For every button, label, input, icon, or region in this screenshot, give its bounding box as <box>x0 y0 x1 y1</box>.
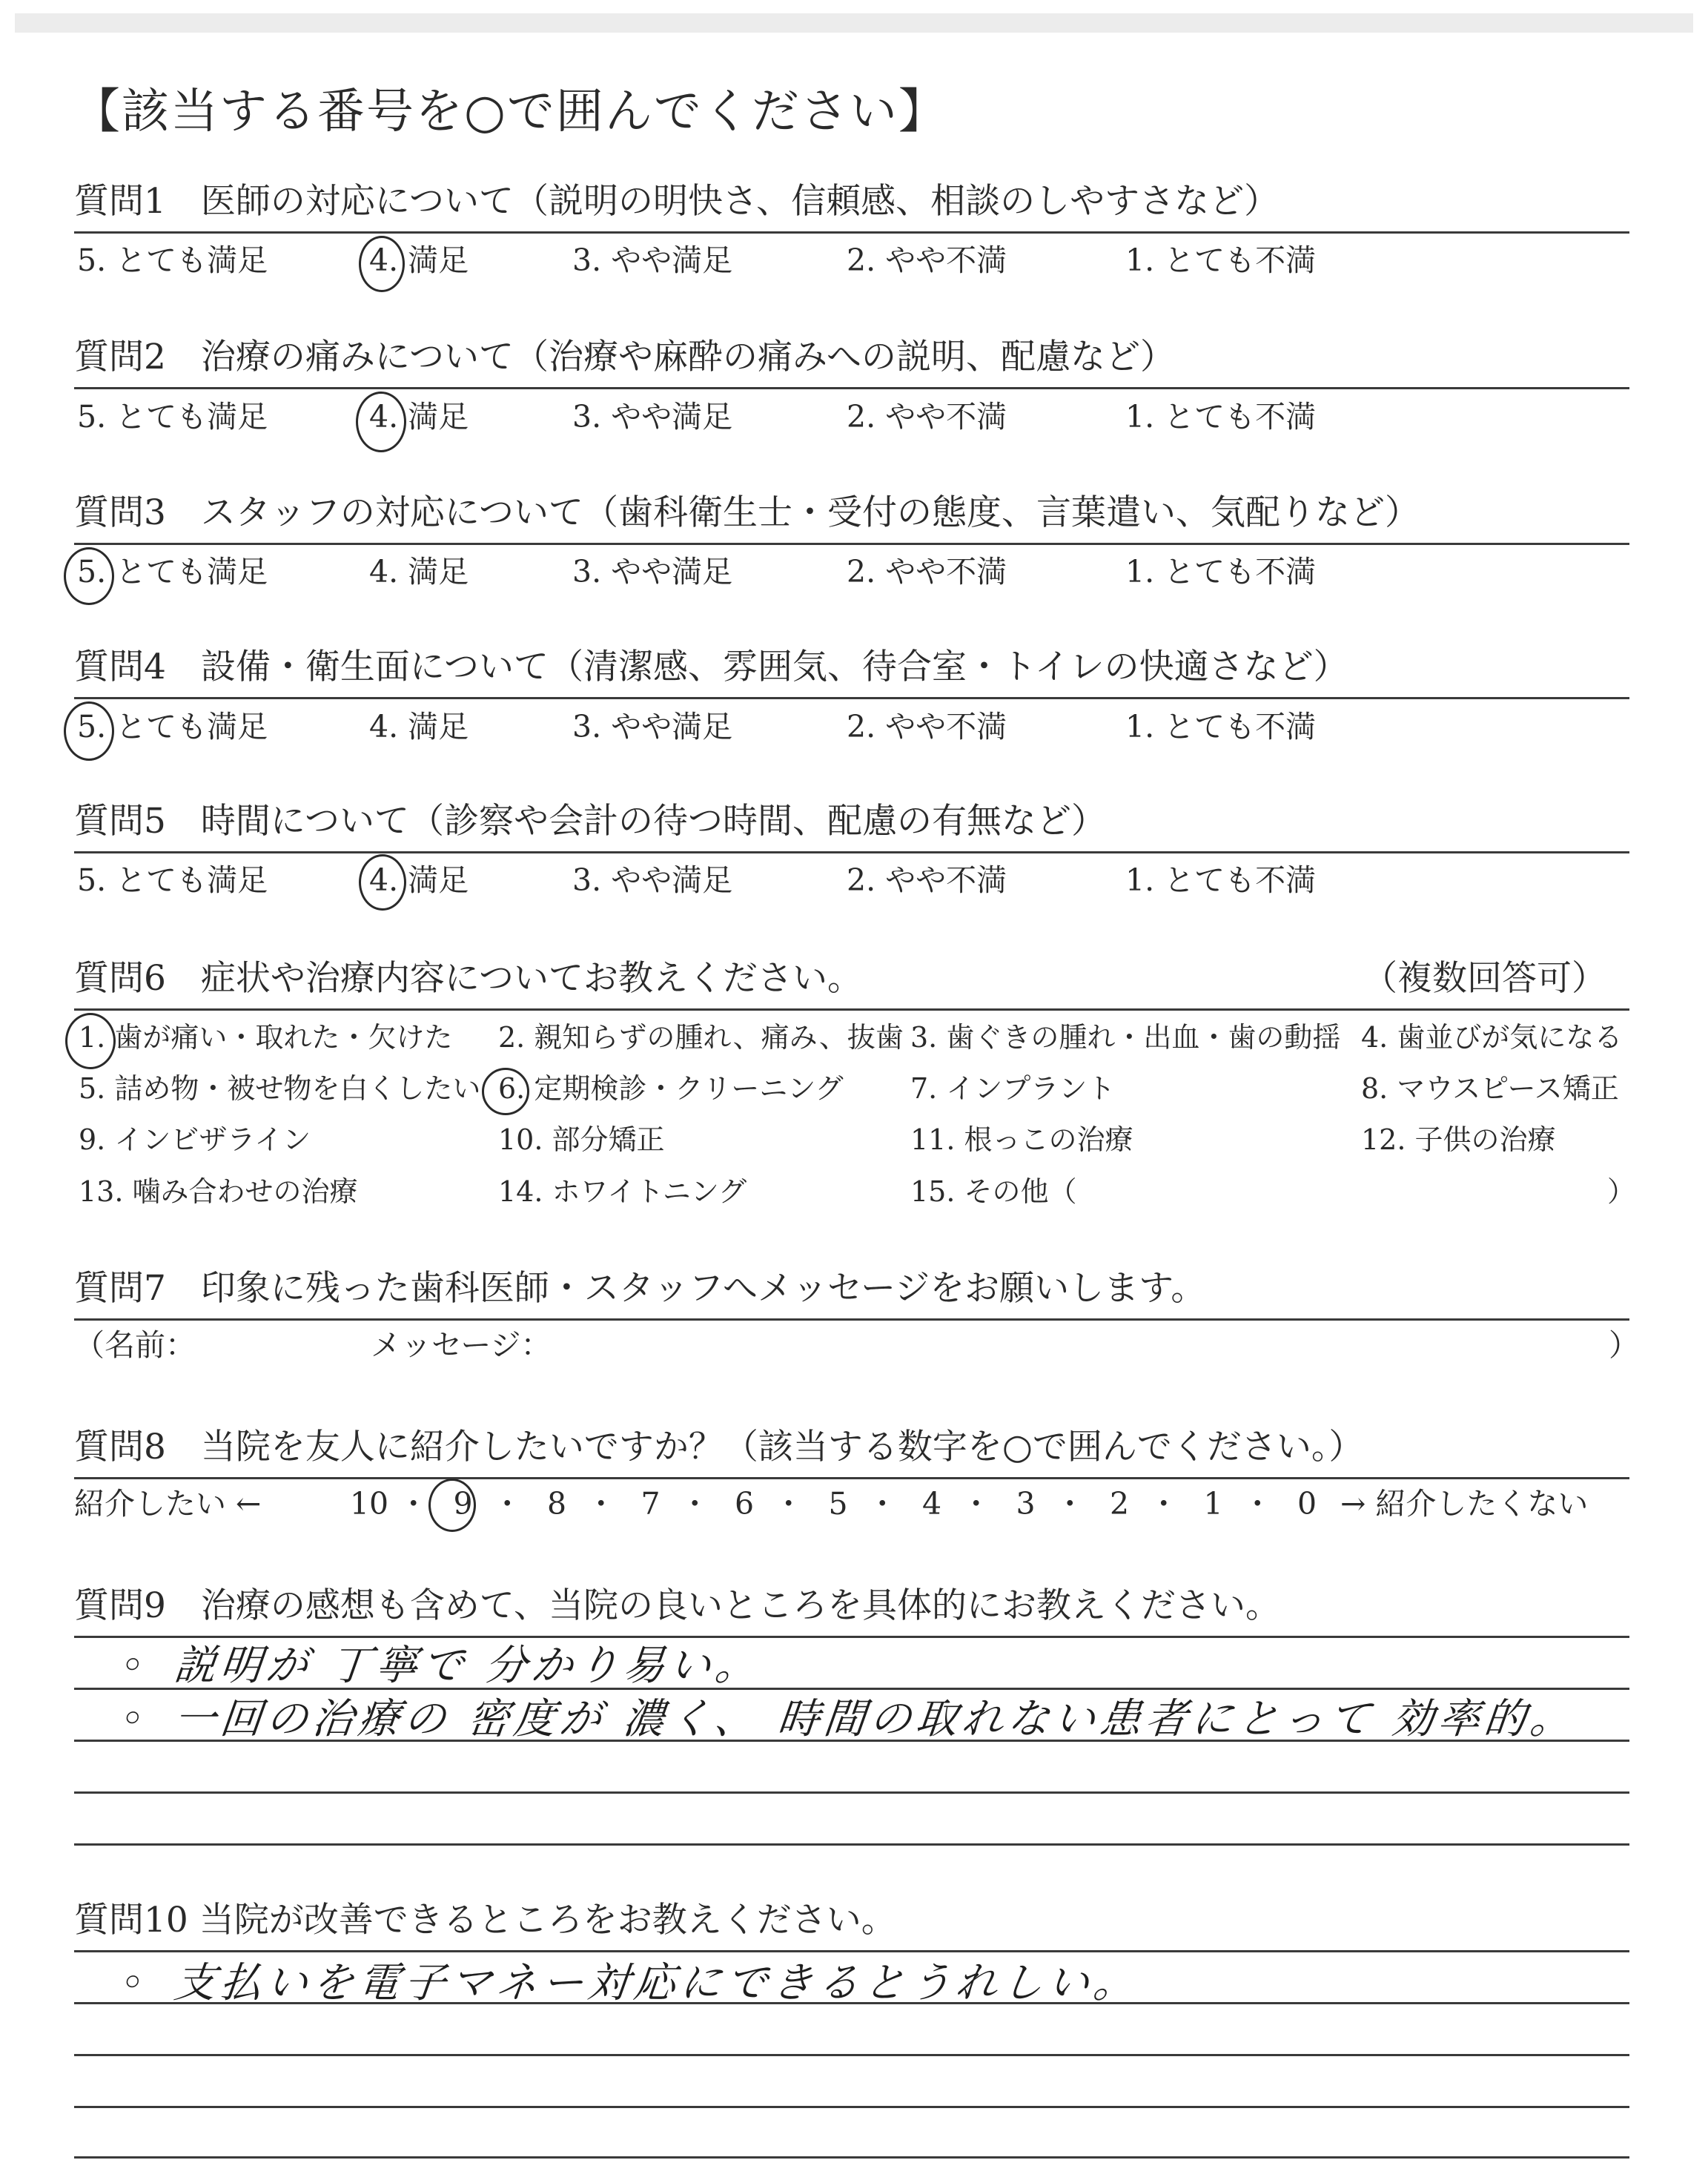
q9-bullet-2: ◦ <box>117 1695 152 1743</box>
q6-option-4[interactable]: 4. 歯並びが気になる <box>1361 1021 1623 1054</box>
q8-score-3[interactable]: 3 <box>1016 1486 1036 1522</box>
scan-top-edge <box>15 13 1693 33</box>
q1-option-5[interactable]: 5. とても満足 <box>77 242 268 278</box>
q5-rule <box>74 851 1629 853</box>
q2-rule <box>74 387 1629 389</box>
q10-rule-4 <box>74 2106 1629 2108</box>
q8-score-6[interactable]: 6 <box>734 1486 755 1522</box>
q4-option-5[interactable]: 5. とても満足 <box>77 709 268 744</box>
q6-option-15[interactable]: 15. その他（ <box>910 1175 1077 1208</box>
q8-separator: ・ <box>961 1486 992 1522</box>
q6-rule <box>74 1008 1629 1011</box>
q5-option-1[interactable]: 1. とても不満 <box>1125 862 1317 898</box>
q10-rule-1 <box>74 1950 1629 1952</box>
q10-answer-line-1[interactable] <box>117 1958 1142 2009</box>
q9-rule-5 <box>74 1843 1629 1846</box>
q4-selection-circle <box>64 701 114 761</box>
q1-option-1[interactable]: 1. とても不満 <box>1125 242 1317 278</box>
q6-option-13[interactable]: 13. 噛み合わせの治療 <box>79 1175 358 1208</box>
q8-score-10[interactable]: 10 <box>349 1486 389 1522</box>
q4-option-2[interactable]: 2. やや不満 <box>847 709 1007 744</box>
q9-answer-1: 説明が 丁寧で 分かり易い。 <box>171 1642 764 1690</box>
q2-option-5[interactable]: 5. とても満足 <box>77 399 268 435</box>
q9-answer-2: 一回の治療の 密度が 濃く、 時間の取れない患者にとって 効率的。 <box>171 1695 1579 1743</box>
q8-left-label: 紹介したい ← <box>74 1486 262 1522</box>
q6-selection-circle-1 <box>65 1013 116 1069</box>
q8-right-label: → 紹介したくない <box>1340 1486 1589 1522</box>
q8-selection-circle <box>428 1479 476 1532</box>
q6-option-8[interactable]: 8. マウスピース矯正 <box>1361 1072 1619 1105</box>
q5-option-5[interactable]: 5. とても満足 <box>77 862 268 898</box>
q6-option-3[interactable]: 3. 歯ぐきの腫れ・出血・歯の動揺 <box>910 1021 1341 1054</box>
q5-selection-circle <box>359 854 406 911</box>
q4-title: 質問4 設備・衛生面について（清潔感、雰囲気、待合室・トイレの快適さなど） <box>74 647 1348 687</box>
q7-message-label: メッセージ： <box>371 1327 552 1363</box>
q3-selection-circle <box>64 547 114 605</box>
q2-option-4[interactable]: 4. 満足 <box>369 399 469 435</box>
q7-name-label: （名前： <box>74 1327 196 1363</box>
q6-option-6[interactable]: 6. 定期検診・クリーニング <box>498 1072 844 1105</box>
q8-score-9[interactable]: 9 <box>453 1486 473 1522</box>
q6-option-12[interactable]: 12. 子供の治療 <box>1361 1123 1556 1156</box>
q3-rule <box>74 543 1629 545</box>
q8-separator: ・ <box>1054 1486 1085 1522</box>
q6-option-11[interactable]: 11. 根っこの治療 <box>910 1123 1133 1156</box>
q5-option-2[interactable]: 2. やや不満 <box>847 862 1007 898</box>
q2-option-3[interactable]: 3. やや満足 <box>572 399 733 435</box>
q8-separator: ・ <box>398 1486 429 1522</box>
q10-rule-5 <box>74 2156 1629 2159</box>
q4-rule <box>74 697 1629 699</box>
q5-option-4[interactable]: 4. 満足 <box>369 862 469 898</box>
q8-score-1[interactable]: 1 <box>1203 1486 1223 1522</box>
q8-separator: ・ <box>679 1486 710 1522</box>
q6-title: 質問6 症状や治療内容についてお教えください。 <box>74 958 862 999</box>
q3-option-1[interactable]: 1. とても不満 <box>1125 554 1317 589</box>
q6-other-close-paren: ） <box>1607 1175 1636 1208</box>
q8-score-0[interactable]: 0 <box>1297 1486 1317 1522</box>
q1-title: 質問1 医師の対応について（説明の明快さ、信頼感、相談のしやすさなど） <box>74 181 1280 222</box>
q6-option-10[interactable]: 10. 部分矯正 <box>498 1123 665 1156</box>
q10-title: 質問10 当院が改善できるところをお教えください。 <box>74 1900 896 1941</box>
q8-separator: ・ <box>1242 1486 1273 1522</box>
q6-multi-answer-note: （複数回答可） <box>1363 958 1606 999</box>
q3-title: 質問3 スタッフの対応について（歯科衛生士・受付の態度、言葉遣い、気配りなど） <box>74 492 1420 533</box>
q3-option-4[interactable]: 4. 満足 <box>369 554 469 589</box>
q9-rule-4 <box>74 1791 1629 1794</box>
q5-option-3[interactable]: 3. やや満足 <box>572 862 733 898</box>
q6-option-5[interactable]: 5. 詰め物・被せ物を白くしたい <box>79 1072 481 1105</box>
q8-separator: ・ <box>867 1486 898 1522</box>
q1-option-4[interactable]: 4. 満足 <box>369 242 469 278</box>
q4-option-3[interactable]: 3. やや満足 <box>572 709 733 744</box>
q9-answer-line-1[interactable] <box>117 1640 764 1692</box>
q10-rule-3 <box>74 2054 1629 2056</box>
q4-option-1[interactable]: 1. とても不満 <box>1125 709 1317 744</box>
q6-option-9[interactable]: 9. インビザライン <box>79 1123 311 1156</box>
q5-title: 質問5 時間について（診察や会計の待つ時間、配慮の有無など） <box>74 801 1106 842</box>
q3-option-3[interactable]: 3. やや満足 <box>572 554 733 589</box>
q9-bullet-1: ◦ <box>117 1642 152 1690</box>
q6-option-2[interactable]: 2. 親知らずの腫れ、痛み、抜歯 <box>498 1021 904 1054</box>
q2-title: 質問2 治療の痛みについて（治療や麻酔の痛みへの説明、配慮など） <box>74 337 1176 377</box>
q8-separator: ・ <box>773 1486 804 1522</box>
q1-rule <box>74 231 1629 234</box>
q8-score-2[interactable]: 2 <box>1109 1486 1130 1522</box>
q7-rule <box>74 1318 1629 1321</box>
q8-score-7[interactable]: 7 <box>640 1486 661 1522</box>
q7-title: 質問7 印象に残った歯科医師・スタッフへメッセージをお願いします。 <box>74 1268 1206 1309</box>
q9-rule-1 <box>74 1636 1629 1638</box>
q2-selection-circle <box>356 392 406 452</box>
form-heading: 【該当する番号を○で囲んでください】 <box>73 85 947 139</box>
q2-option-1[interactable]: 1. とても不満 <box>1125 399 1317 435</box>
q4-option-4[interactable]: 4. 満足 <box>369 709 469 744</box>
q6-option-14[interactable]: 14. ホワイトニング <box>498 1175 747 1208</box>
q6-option-7[interactable]: 7. インプラント <box>910 1072 1116 1105</box>
q8-separator: ・ <box>491 1486 523 1522</box>
q8-score-5[interactable]: 5 <box>828 1486 848 1522</box>
q7-close-paren: ） <box>1609 1327 1639 1363</box>
q8-title: 質問8 当院を友人に紹介したいですか？（該当する数字を○で囲んでください。） <box>74 1427 1364 1467</box>
q10-answer-1: 支払いを電子マネー対応にできるとうれしい。 <box>171 1959 1142 2007</box>
q3-option-2[interactable]: 2. やや不満 <box>847 554 1007 589</box>
q10-bullet-1: ◦ <box>117 1959 152 2007</box>
q1-option-2[interactable]: 2. やや不満 <box>847 242 1007 278</box>
q1-selection-circle <box>359 236 405 292</box>
q8-score-8[interactable]: 8 <box>546 1486 567 1522</box>
q2-option-2[interactable]: 2. やや不満 <box>847 399 1007 435</box>
q8-rule <box>74 1477 1629 1479</box>
q8-separator: ・ <box>1148 1486 1179 1522</box>
q8-score-4[interactable]: 4 <box>921 1486 942 1522</box>
q1-option-3[interactable]: 3. やや満足 <box>572 242 733 278</box>
q9-title: 質問9 治療の感想も含めて、当院の良いところを具体的にお教えください。 <box>74 1585 1280 1626</box>
q3-option-5[interactable]: 5. とても満足 <box>77 554 268 589</box>
q6-option-1[interactable]: 1. 歯が痛い・取れた・欠けた <box>79 1021 453 1054</box>
q6-selection-circle-6 <box>482 1068 529 1115</box>
q9-answer-line-2[interactable] <box>117 1694 1578 1745</box>
q8-separator: ・ <box>586 1486 617 1522</box>
